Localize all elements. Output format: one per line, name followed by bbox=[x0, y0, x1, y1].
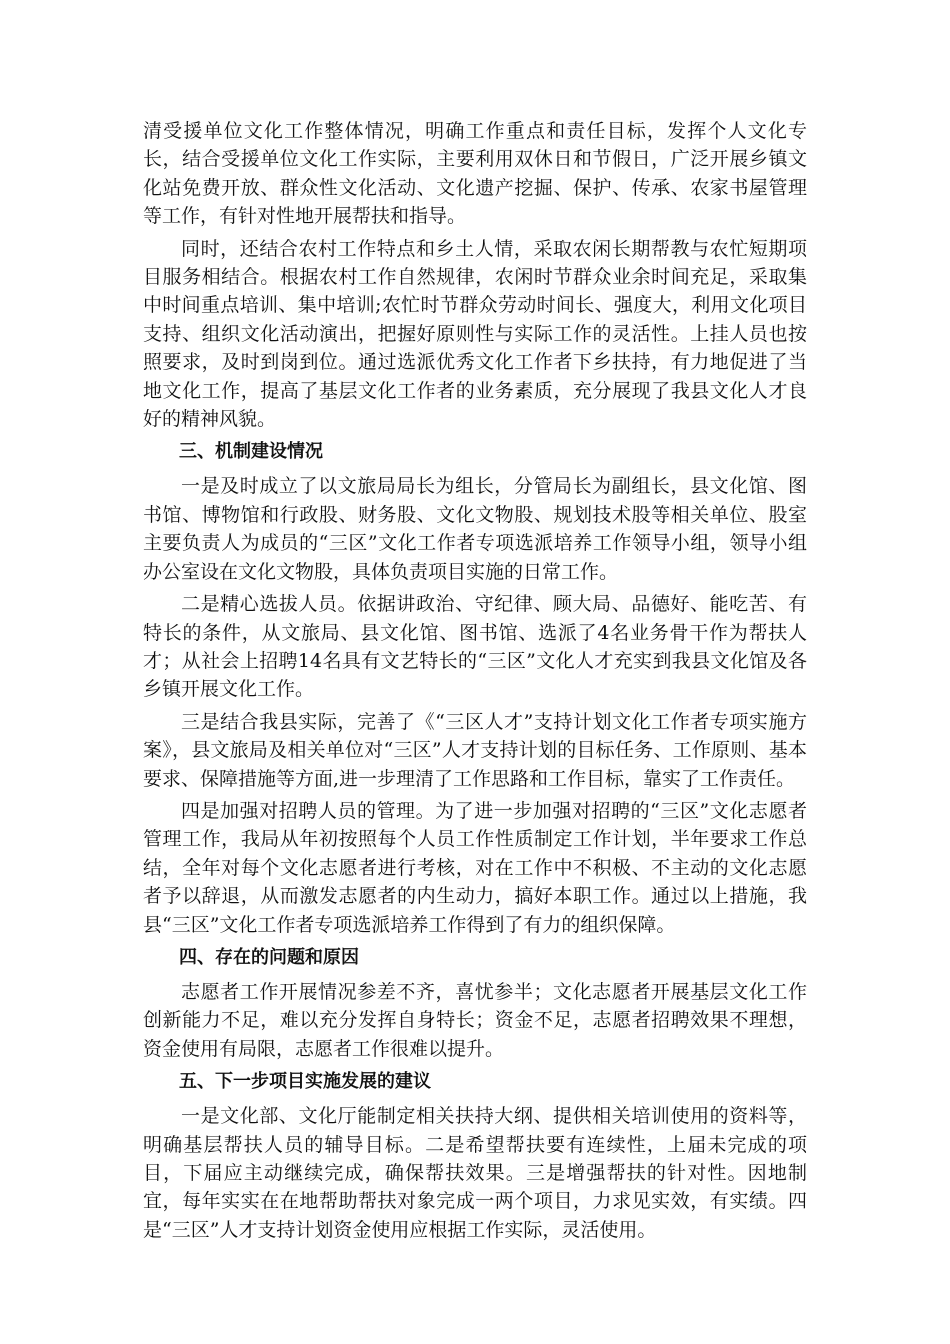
document-body bbox=[143, 117, 807, 1248]
paragraph-implementation-plan: 三是结合我县实际，完善了《“三区人才”支持计划文化工作者专项实施方案》，县文旅局及相关单位对“三区”人才支持计划的目标任务、工作原则、基本要求、保障措施等方面,进一步理清了工作思路和工作目标，靠实了工作责任。 bbox=[143, 710, 807, 790]
section-heading-mechanism: 三、机制建设情况 bbox=[179, 441, 323, 463]
paragraph-leading-group: 一是及时成立了以文旅局局长为组长，分管局长为副组长，县文化馆、图书馆、博物馆和行政股、财务股、文化文物股、规划技术股等相关单位、股室主要负责人为成员的“三区”文化工作者专项选派培养工作领导小组，领导小组办公室设在文化文物股，具体负责项目实施的日常工作。 bbox=[143, 475, 807, 583]
paragraph-suggestions: 一是文化部、文化厅能制定相关扶持大纲、提供相关培训使用的资料等，明确基层帮扶人员的辅导目标。二是希望帮扶要有连续性，上届未完成的项目，下届应主动继续完成，确保帮扶效果。三是增强帮扶的针对性。因地制宜，每年实实在在地帮助帮扶对象完成一两个项目，力求见实效，有实绩。四是“三区”人才支持计划资金使用应根据工作实际，灵活使用。 bbox=[143, 1105, 807, 1241]
paragraph-problems: 志愿者工作开展情况参差不齐，喜忧参半；文化志愿者开展基层文化工作创新能力不足，难以充分发挥自身特长；资金不足，志愿者招聘效果不理想，资金使用有局限，志愿者工作很难以提升。 bbox=[143, 980, 807, 1060]
paragraph-management: 四是加强对招聘人员的管理。为了进一步加强对招聘的“三区”文化志愿者管理工作，我局从年初按照每个人员工作性质制定工作计划，半年要求工作总结，全年对每个文化志愿者进行考核，对在工作中不积极、不主动的文化志愿者予以辞退，从而激发志愿者的内生动力，搞好本职工作。通过以上措施，我县“三区”文化工作者专项选派培养工作得到了有力的组织保障。 bbox=[143, 799, 807, 936]
paragraph-rural-approach: 同时，还结合农村工作特点和乡土人情，采取农闲长期帮教与农忙短期项目服务相结合。根据农村工作自然规律，农闲时节群众业余时间充足，采取集中时间重点培训、集中培训;农忙时节群众劳动时间长、强度大，利用文化项目支持、组织文化活动演出，把握好原则性与实际工作的灵活性。上挂人员也按照要求，及时到岗到位。通过选派优秀文化工作者下乡扶持，有力地促进了当地文化工作，提高了基层文化工作者的业务素质，充分展现了我县文化人才良好的精神风貌。 bbox=[143, 237, 807, 431]
paragraph-continued: 清受援单位文化工作整体情况，明确工作重点和责任目标，发挥个人文化专长，结合受援单位文化工作实际，主要利用双休日和节假日，广泛开展乡镇文化站免费开放、群众性文化活动、文化遗产挖掘、保护、传承、农家书屋管理等工作，有针对性地开展帮扶和指导。 bbox=[143, 120, 807, 228]
section-heading-problems: 四、存在的问题和原因 bbox=[179, 946, 359, 968]
paragraph-personnel-selection: 二是精心选拔人员。依据讲政治、守纪律、顾大局、品德好、能吃苦、有特长的条件，从文旅局、县文化馆、图书馆、选派了4名业务骨干作为帮扶人才；从社会上招聘14名具有文艺特长的“三区”文化人才充实到我县文化馆及各乡镇开展文化工作。 bbox=[143, 593, 807, 701]
section-heading-suggestions: 五、下一步项目实施发展的建议 bbox=[179, 1071, 431, 1093]
